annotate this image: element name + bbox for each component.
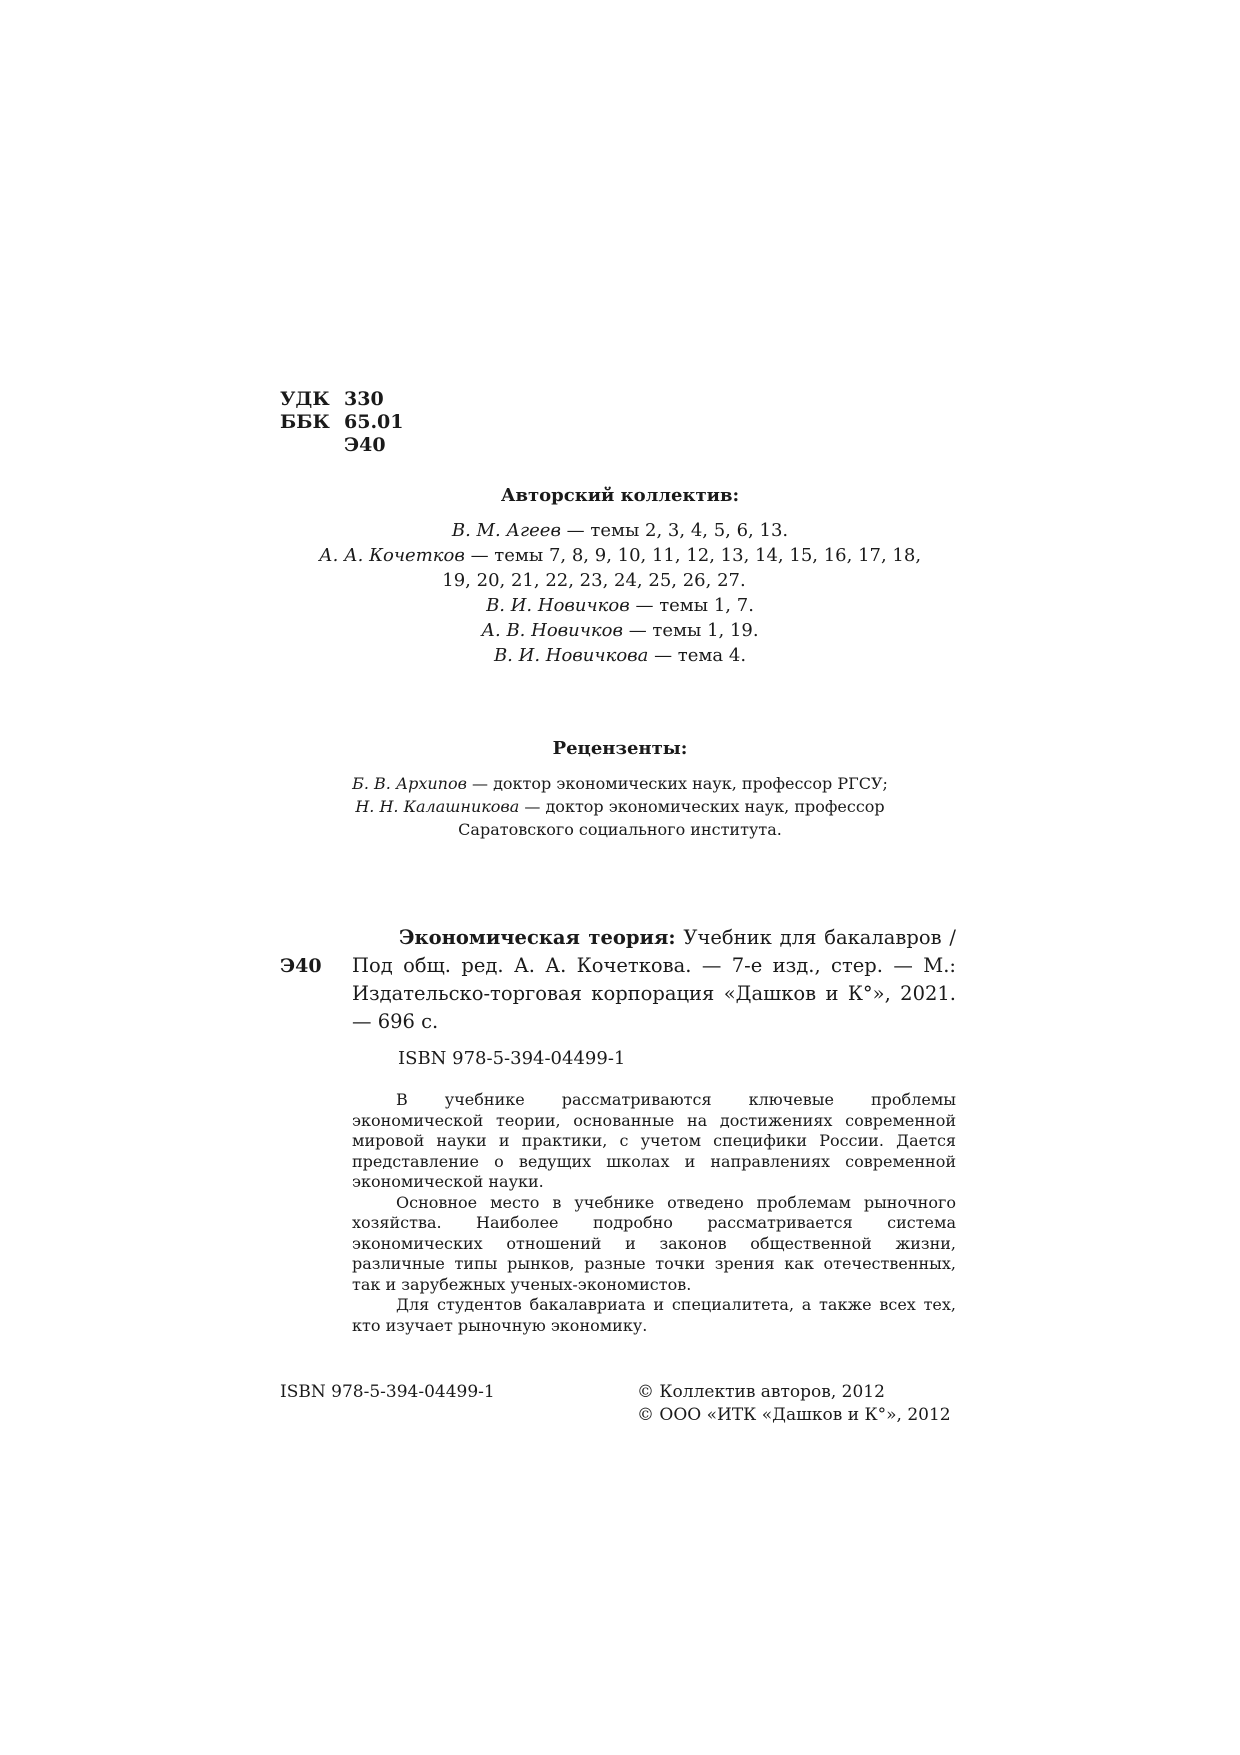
bib-details: Учебник для бакалавров / Под общ. ред. А. А. Кочеткова. — 7-е изд., стер. — М.: Издательско-торговая корпорация «Дашков и К°», 2021. — 696 с. [352,926,956,1033]
author-line: В. М. Агеев — темы 2, 3, 4, 5, 6, 13. [451,520,789,541]
author-line: А. А. Кочетков — темы 7, 8, 9, 10, 11, 12, 13, 14, 15, 16, 17, 18, [318,545,922,566]
copyright-authors: © Коллектив авторов, 2012 [637,1382,885,1402]
author-line: 19, 20, 21, 22, 23, 24, 25, 26, 27. [442,570,746,591]
author-mark: Э40 [344,434,386,456]
book-title: Экономическая теория: [399,926,676,949]
reviewer-line: Саратовского социального института. [458,820,782,839]
classification-block [280,388,404,457]
udk-line [280,388,404,411]
author-line: В. И. Новичкова — тема 4. [493,645,747,666]
annotation-paragraph: Для студентов бакалавриата и специалитета, а также всех тех, кто изучает рыночную экономику. [352,1295,956,1335]
bib-isbn: ISBN 978-5-394-04499-1 [398,1048,626,1069]
udk-value: 330 [344,388,384,410]
footer-isbn: ISBN 978-5-394-04499-1 [280,1382,495,1402]
copyright-publisher: © ООО «ИТК «Дашков и К°», 2012 [637,1405,951,1425]
annotation-paragraph: Основное место в учебнике отведено проблемам рыночного хозяйства. Наиболее подробно рассматривается система экономических отношений и законов общественной жизни, различные типы рынков, разные точки зрения как отечественных, так и зарубежных ученых-экономистов. [352,1192,956,1294]
bbk-line [280,411,404,434]
bbk-label: ББК [280,411,330,433]
annotation [352,1090,956,1336]
bbk-value: 65.01 [344,411,404,433]
author-mark-line [280,434,404,457]
author-line: В. И. Новичков — темы 1, 7. [486,595,754,616]
authors-heading: Авторский коллектив: [500,485,740,506]
reviewers-heading: Рецензенты: [552,738,688,759]
author-line: А. В. Новичков — темы 1, 19. [481,620,759,641]
reviewer-line: Б. В. Архипов — доктор экономических наук, профессор РГСУ; [352,774,888,793]
bibliographic-description [352,924,956,1036]
bib-author-mark: Э40 [280,955,322,977]
annotation-paragraph: В учебнике рассматриваются ключевые проблемы экономической теории, основанные на достижениях современной мировой науки и практики, с учетом специфики России. Дается представление о ведущих школах и направлениях современной экономической науки. [352,1090,956,1191]
udk-label: УДК [280,388,330,410]
reviewer-line: Н. Н. Калашникова — доктор экономических наук, профессор [355,797,885,816]
